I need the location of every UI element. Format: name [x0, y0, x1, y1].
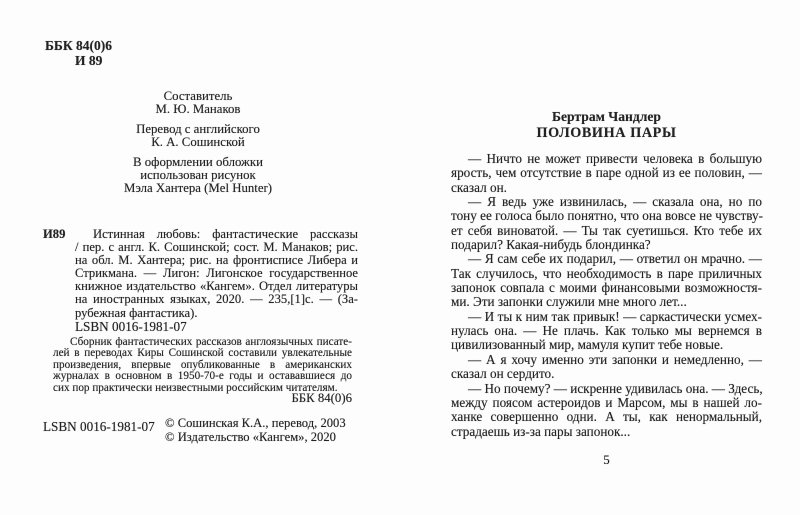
copyright-notices — [165, 417, 346, 445]
text-line: журналах в основном в 1950-70-е годы и остававшиеся до — [53, 370, 352, 383]
text-line: К. А. Сошинской — [151, 135, 245, 150]
story-paragraph — [451, 152, 762, 195]
text-line: запонок совпала с моими финансовыми возможностя- — [451, 280, 762, 296]
text-line: ханке совершенно одни. А ты, как ненормальный, — [451, 409, 762, 425]
text-line: книжное издательство «Кангем». Отдел литературы — [75, 279, 358, 294]
text-line: И 89 — [75, 52, 103, 68]
text-line: тону ее голоса было понятно, что она вовсе не чувству- — [451, 208, 764, 224]
text-line: © Сошинская К.А., перевод, 2003 — [165, 416, 346, 430]
text-line: на иностранных языках, 2020. — 235,[1]с. — (За- — [75, 292, 358, 307]
text-line: Так случилось, что необходимость в паре приличных — [451, 265, 762, 281]
translator-credit — [42, 123, 354, 150]
text-line: © Издательство «Кангем», 2020 — [165, 429, 336, 444]
text-line: ББК 84(0)6 — [45, 38, 113, 53]
text-line: — Я ведь уже извинилась, — сказала она, но по — [468, 194, 762, 210]
text-line: ми. Эти запонки служили мне много лет... — [451, 294, 687, 310]
catalog-index-label: И89 — [43, 227, 66, 241]
text-line: подарил? Какая-нибудь блондинка? — [451, 237, 651, 253]
story-paragraph — [451, 353, 762, 382]
annotation-paragraph — [53, 337, 352, 394]
lsbn-number-middle: LSBN 0016-1981-07 — [75, 319, 187, 334]
text-line: на обл. М. Хантера; рис. на фронтисписе Либера и — [75, 253, 358, 268]
text-line: нулась она. — Не плачь. Как только мы вернемся в — [451, 323, 762, 339]
text-line: — А я хочу именно эти запонки и немедленно, — — [468, 351, 762, 367]
text-line: использован рисунок — [140, 168, 256, 183]
text-line: страдаешь из-за пары запонок... — [451, 423, 631, 439]
text-line: — Ничто не может привести человека в большую — [468, 151, 762, 166]
story-text — [451, 152, 762, 439]
text-line: сказал он. — [451, 179, 507, 195]
text-line: Мэла Хантера (Mel Hunter) — [123, 181, 273, 196]
text-line: лей в переводах Киры Сошинской составили увлекательные — [53, 347, 352, 360]
lsbn-number-bottom: LSBN 0016-1981-07 — [43, 419, 155, 434]
text-line: М. Ю. Манаков — [155, 102, 241, 117]
text-line: / пер. с англ. К. Сошинской; сост. М. Манаков; рис. — [75, 240, 358, 255]
bbk-classification-code — [45, 39, 112, 69]
catalog-card-entry — [43, 227, 358, 320]
text-line: В оформлении обложки — [133, 154, 263, 169]
text-line: Стрикмана. — Лигон: Лигонское государственное — [75, 266, 358, 281]
text-line: рубежная фантастика). — [75, 305, 198, 320]
bbk-classification-code-bottom: ББК 84(0)6 — [291, 391, 352, 405]
text-line: — Но почему? — искренне удивилась она. — Здесь, — [468, 380, 763, 396]
text-line: произведения, впервые опубликованные в американских — [53, 358, 352, 371]
story-paragraph — [451, 252, 762, 309]
text-line: — Я сам себе их подарил, — ответил он мрачно. — — [468, 251, 762, 267]
text-line: сих пор практически неизвестными российским читателям. — [53, 381, 338, 394]
text-line: Составитель — [163, 89, 233, 103]
text-line: ярость, чем отсутствие в паре одной из ее половин, — — [451, 165, 762, 181]
text-line: — И ты к ним так привык! — саркастически усмех- — [468, 308, 762, 324]
text-line: между поясом астероидов и Марсом, мы в нашей ло- — [451, 394, 762, 410]
story-paragraph — [451, 382, 762, 439]
text-line: сказал он сердито. — [451, 366, 555, 382]
story-title: ПОЛОВИНА ПАРЫ — [536, 125, 677, 141]
text-line: цивилизованный мир, мамуля купит тебе новые. — [451, 337, 724, 353]
text-line: Перевод с английского — [136, 121, 260, 136]
credits-block — [42, 90, 354, 202]
cover-artist-credit — [42, 156, 354, 196]
page-number: 5 — [603, 452, 610, 467]
story-author: Бертрам Чандлер — [552, 109, 661, 124]
text-line: Сборник фантастических рассказов англоязычных писате- — [70, 336, 352, 348]
text-line: Истинная любовь: фантастические рассказы — [93, 227, 358, 241]
compiler-credit — [42, 90, 354, 117]
catalog-description — [75, 228, 358, 320]
story-paragraph — [451, 310, 762, 353]
story-paragraph — [451, 195, 762, 252]
text-line: ет себя виноватой. — Ты так суетишься. Кто тебе их — [451, 222, 762, 238]
